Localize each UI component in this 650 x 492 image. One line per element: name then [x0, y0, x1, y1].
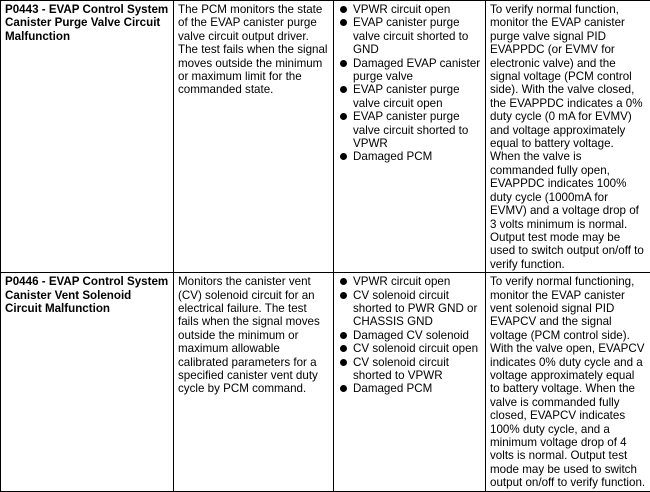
list-item [338, 110, 482, 150]
list-item [338, 83, 482, 110]
cause-text: VPWR circuit open [353, 3, 450, 16]
bullet-icon [340, 153, 347, 160]
diagnostic-action: To verify normal functioning, monitor the EVAP canister vent solenoid signal PID EVAPCV and the signal voltage (PCM control side). With the valve open, EVAPCV indicates 0% duty cycle and a voltage approximately equal to battery voltage. When the valve is commanded fully closed, EVAPCV indicates 100% duty cycle, and a minimum voltage drop of 4 volts is normal. Output test mode may be used to switch output on/off to verify function. [486, 273, 650, 492]
list-item [338, 16, 482, 56]
bullet-icon [340, 19, 347, 26]
bullet-icon [340, 332, 347, 339]
cause-text: Damaged CV solenoid [353, 329, 469, 342]
cause-text: EVAP canister purge valve circuit open [353, 83, 460, 109]
bullet-icon [340, 385, 347, 392]
cause-text: CV solenoid circuit shorted to PWR GND or CHASSIS GND [353, 289, 477, 329]
list-item [338, 342, 482, 355]
possible-causes-list [338, 3, 482, 164]
cause-text: Damaged EVAP canister purge valve [353, 57, 480, 83]
dtc-code-title: P0443 - EVAP Control System Canister Purge Valve Circuit Malfunction [1, 1, 174, 273]
table-row [1, 273, 650, 492]
dtc-code-title: P0446 - EVAP Control System Canister Vent Solenoid Circuit Malfunction [1, 273, 174, 492]
possible-causes-list [338, 275, 482, 396]
bullet-icon [340, 86, 347, 93]
cause-text: Damaged PCM [353, 382, 432, 395]
cause-text: EVAP canister purge valve circuit shorted to GND [353, 16, 468, 56]
cause-text: VPWR circuit open [353, 275, 450, 288]
bullet-icon [340, 345, 347, 352]
list-item [338, 150, 482, 163]
bullet-icon [340, 60, 347, 67]
dtc-description: The PCM monitors the state of the EVAP canister purge valve circuit output driver. The test fails when the signal moves outside the minimum or maximum limit for the commanded state. [174, 1, 334, 273]
list-item [338, 382, 482, 395]
dtc-description: Monitors the canister vent (CV) solenoid circuit for an electrical failure. The test fails when the signal moves outside the minimum or maximum allowable calibrated parameters for a specified canister vent duty cycle by PCM command. [174, 273, 334, 492]
diagnostic-action: To verify normal function, monitor the EVAP canister purge valve signal PID EVAPPDC (or EVMV for electronic valve) and the signal voltage (PCM control side). With the valve closed, the EVAPPDC indicates a 0% duty cycle (0 mA for EVMV) and voltage approximately equal to battery voltage. When the valve is commanded fully open, EVAPPDC indicates 100% duty cycle (1000mA for EVMV) and a voltage drop of 3 volts minimum is normal. Output test mode may be used to switch output on/off to verify function. [486, 1, 650, 273]
bullet-icon [340, 6, 347, 13]
list-item [338, 57, 482, 84]
possible-causes-cell [334, 1, 486, 273]
bullet-icon [340, 113, 347, 120]
cause-text: EVAP canister purge valve circuit shorted to VPWR [353, 110, 468, 150]
list-item [338, 275, 482, 288]
list-item [338, 289, 482, 329]
list-item [338, 3, 482, 16]
cause-text: CV solenoid circuit shorted to VPWR [353, 356, 449, 382]
list-item [338, 329, 482, 342]
bullet-icon [340, 278, 347, 285]
list-item [338, 356, 482, 383]
cause-text: CV solenoid circuit open [353, 342, 478, 355]
table-row [1, 1, 650, 273]
cause-text: Damaged PCM [353, 150, 432, 163]
bullet-icon [340, 292, 347, 299]
bullet-icon [340, 359, 347, 366]
possible-causes-cell [334, 273, 486, 492]
